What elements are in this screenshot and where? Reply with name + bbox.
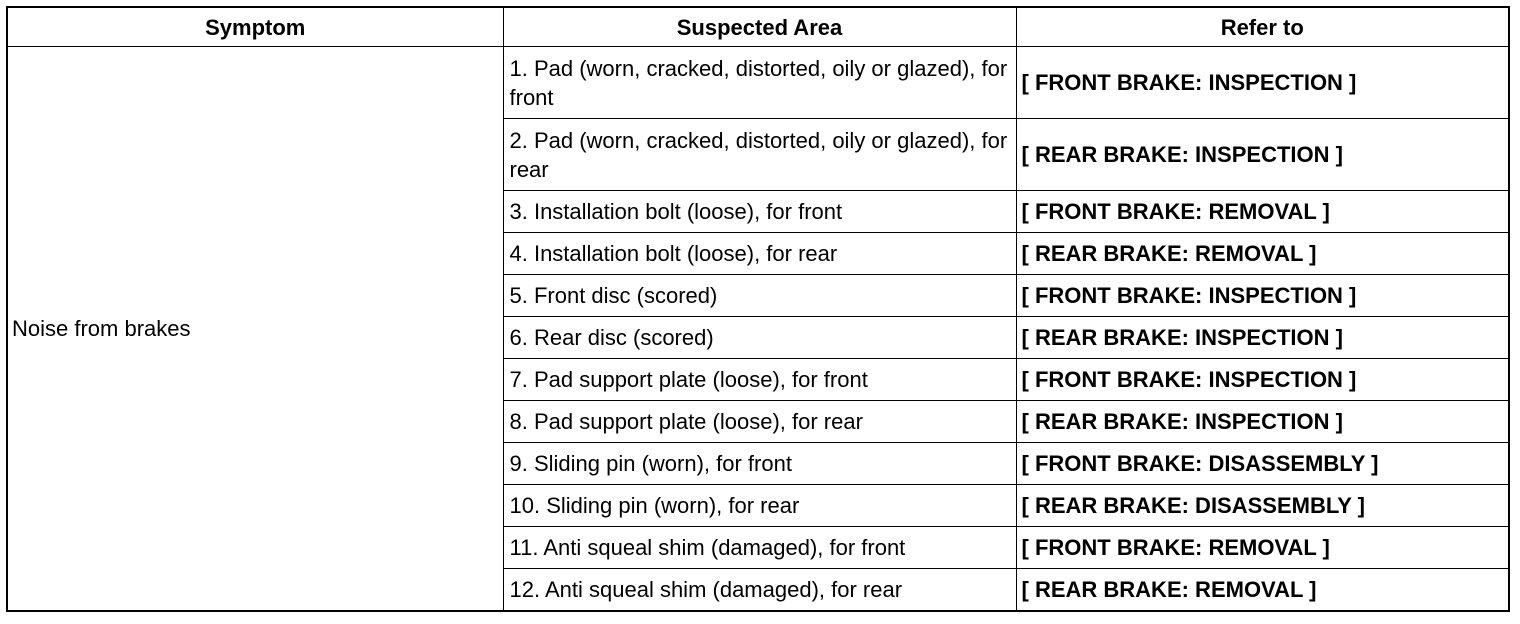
header-refer-to: Refer to <box>1016 7 1509 47</box>
suspected-area-cell: 7. Pad support plate (loose), for front <box>503 359 1016 401</box>
refer-to-link[interactable]: [ REAR BRAKE: INSPECTION ] <box>1016 317 1509 359</box>
refer-to-link[interactable]: [ FRONT BRAKE: DISASSEMBLY ] <box>1016 443 1509 485</box>
suspected-area-cell: 2. Pad (worn, cracked, distorted, oily or glazed), for rear <box>503 119 1016 191</box>
header-row <box>7 7 1509 47</box>
refer-to-link[interactable]: [ REAR BRAKE: INSPECTION ] <box>1016 119 1509 191</box>
refer-to-link[interactable]: [ REAR BRAKE: DISASSEMBLY ] <box>1016 485 1509 527</box>
refer-to-link[interactable]: [ FRONT BRAKE: REMOVAL ] <box>1016 527 1509 569</box>
refer-to-link[interactable]: [ REAR BRAKE: INSPECTION ] <box>1016 401 1509 443</box>
refer-to-link[interactable]: [ FRONT BRAKE: INSPECTION ] <box>1016 275 1509 317</box>
suspected-area-cell: 11. Anti squeal shim (damaged), for front <box>503 527 1016 569</box>
refer-to-link[interactable]: [ REAR BRAKE: REMOVAL ] <box>1016 569 1509 612</box>
header-suspected-area: Suspected Area <box>503 7 1016 47</box>
suspected-area-cell: 6. Rear disc (scored) <box>503 317 1016 359</box>
header-symptom: Symptom <box>7 7 503 47</box>
suspected-area-cell: 10. Sliding pin (worn), for rear <box>503 485 1016 527</box>
suspected-area-cell: 12. Anti squeal shim (damaged), for rear <box>503 569 1016 612</box>
table-row <box>7 47 1509 119</box>
suspected-area-cell: 1. Pad (worn, cracked, distorted, oily or glazed), for front <box>503 47 1016 119</box>
diagnosis-table <box>6 6 1510 612</box>
suspected-area-cell: 9. Sliding pin (worn), for front <box>503 443 1016 485</box>
refer-to-link[interactable]: [ REAR BRAKE: REMOVAL ] <box>1016 233 1509 275</box>
symptom-cell: Noise from brakes <box>7 47 503 612</box>
refer-to-link[interactable]: [ FRONT BRAKE: REMOVAL ] <box>1016 191 1509 233</box>
suspected-area-cell: 4. Installation bolt (loose), for rear <box>503 233 1016 275</box>
suspected-area-cell: 5. Front disc (scored) <box>503 275 1016 317</box>
refer-to-link[interactable]: [ FRONT BRAKE: INSPECTION ] <box>1016 47 1509 119</box>
suspected-area-cell: 8. Pad support plate (loose), for rear <box>503 401 1016 443</box>
refer-to-link[interactable]: [ FRONT BRAKE: INSPECTION ] <box>1016 359 1509 401</box>
suspected-area-cell: 3. Installation bolt (loose), for front <box>503 191 1016 233</box>
